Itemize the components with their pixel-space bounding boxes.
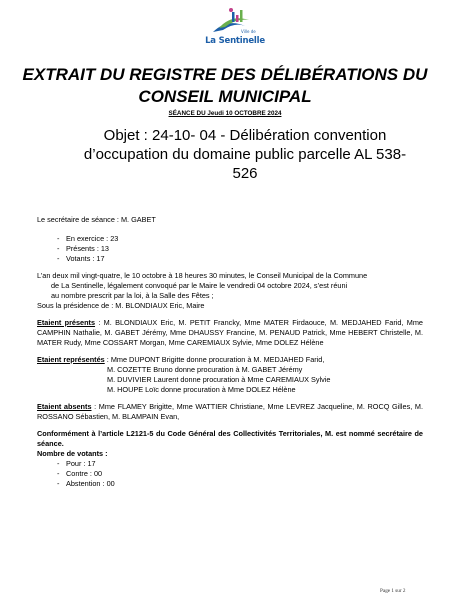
conformity-statement: Conformément à l’article L2121-5 du Code Général des Collectivités Territoriales, M. est nommé secrétaire de séance.: [37, 429, 423, 448]
count-item: - Votants : 17: [57, 254, 423, 264]
intro-line: L’an deux mil vingt-quatre, le 10 octobre à 18 heures 30 minutes, le Conseil Municipal de la Commune: [37, 271, 368, 280]
intro-line: au nombre prescrit par la loi, à la Salle des Fêtes ;: [51, 291, 214, 300]
logo-emblem-icon: [205, 6, 265, 38]
proxy-line: M. DUVIVIER Laurent donne procuration à Mme CAREMIAUX Sylvie: [107, 375, 331, 384]
title-line: CONSEIL MUNICIPAL: [138, 87, 312, 106]
secretary-line: Le secrétaire de séance : M. GABET: [37, 215, 156, 224]
count-item: - En exercice : 23: [57, 234, 423, 244]
absent-list: : Mme FLAMEY Brigitte, Mme WATTIER Christiane, Mme LEVREZ Jacqueline, M. ROCQ Gilles, M. ROSSANO Sébastien, M. BLAMPAIN Evan,: [37, 402, 423, 421]
object-line: d’occupation du domaine public parcelle AL 538-: [83, 146, 407, 163]
count-item: - Présents : 13: [57, 244, 423, 254]
absent-label: Etaient absents: [37, 402, 92, 411]
vote-item: - Contre : 00: [57, 469, 423, 479]
presidency-line: Sous la présidence de : M. BLONDIAUX Eric, Maire: [37, 301, 205, 310]
town-logo: [205, 6, 265, 52]
deliberation-object: [60, 126, 430, 183]
present-label: Etaient présents: [37, 318, 96, 327]
session-date: SÉANCE DU Jeudi 10 OCTOBRE 2024: [168, 110, 282, 117]
intro-paragraph: [37, 271, 423, 311]
present-members: [37, 318, 423, 348]
proxy-line: M. COZETTE Bruno donne procuration à M. GABET Jérémy: [107, 365, 303, 374]
represented-members: [37, 355, 423, 395]
vote-item: - Pour : 17: [57, 459, 423, 469]
object-line: Objet : 24-10- 04 - Délibération convention: [103, 127, 387, 144]
proxy-line: : Mme DUPONT Brigitte donne procuration à M. MEDJAHED Farid,: [104, 355, 325, 364]
document-body: [37, 215, 423, 489]
document-title: [20, 64, 430, 108]
proxy-line: M. HOUPE Loïc donne procuration à Mme DOLEZ Hélène: [107, 385, 296, 394]
absent-members: [37, 402, 423, 422]
logo-town-name: La Sentinelle: [205, 36, 265, 46]
page-number: Page 1 sur 2: [380, 588, 406, 594]
vote-results: [37, 459, 423, 489]
object-line: 526: [232, 165, 258, 182]
member-counts: [37, 234, 423, 264]
votes-label: Nombre de votants :: [37, 449, 108, 458]
represented-label: Etaient représentés: [37, 355, 105, 364]
vote-item: - Abstention : 00: [57, 479, 423, 489]
logo-small-text: Ville de: [241, 29, 256, 34]
title-line: EXTRAIT DU REGISTRE DES DÉLIBÉRATIONS DU: [22, 65, 428, 84]
present-list: : M. BLONDIAUX Eric, M. PETIT Francky, Mme MATER Firdaouce, M. MEDJAHED Farid, Mme CAMPHIN Nathalie, M. GABET Jérémy, Mme DHAUSSY Francine, M. PENAUD Patrick, Mme HEBERT Christelle, M. MATER Rudy, Mme COSSART Morgan, Mme CAREMIAUX Sylvie, Mme DOLEZ Hélène: [37, 318, 423, 347]
intro-line: de La Sentinelle, légalement convoqué par le Maire le vendredi 04 octobre 2024, s’est réuni: [51, 281, 348, 290]
